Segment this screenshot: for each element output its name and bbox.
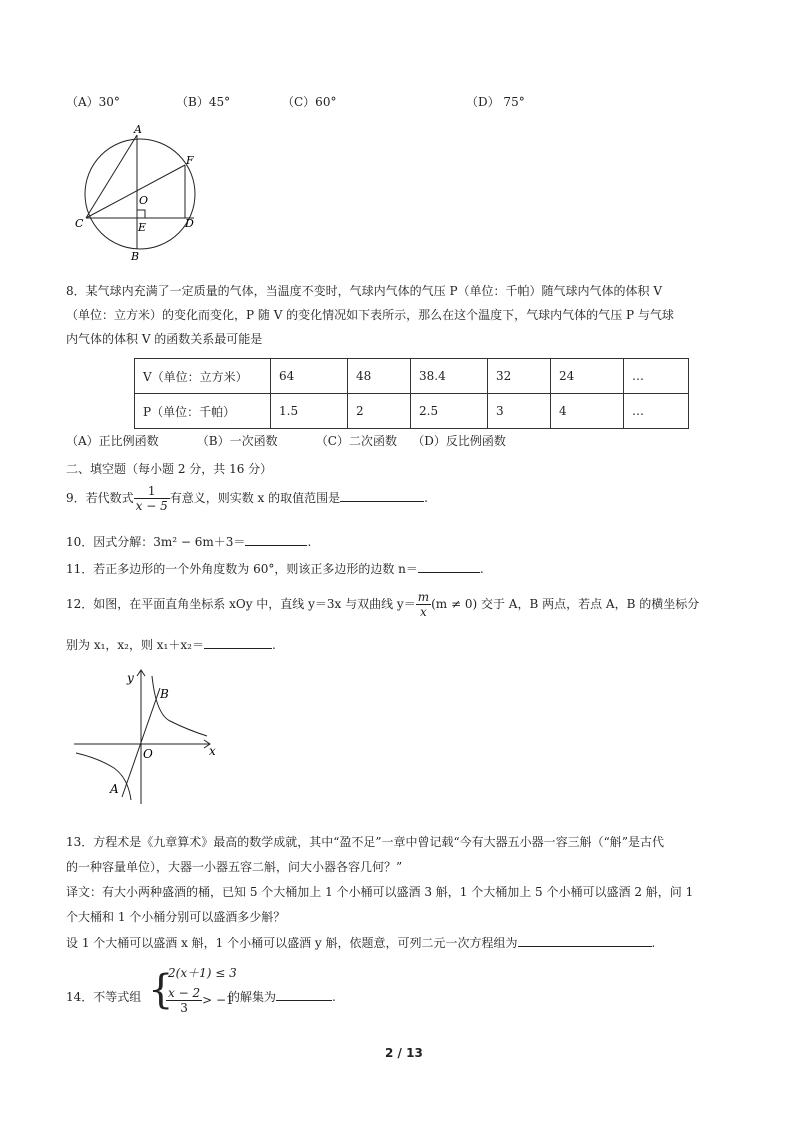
q8-line-3: 内气体的体积 V 的函数关系最可能是 <box>66 332 263 346</box>
q9-fraction-denominator: x − 5 <box>135 499 168 513</box>
q13-line-1: 13．方程术是《九章算术》最高的数学成就，其中“盈不足”一章中曾记载“今有大器五小器一容三斛（“斛”是古代 <box>66 835 664 849</box>
q8-data-table <box>134 358 689 429</box>
table-cell: 4 <box>551 394 624 429</box>
q14-fraction-numerator: x − 2 <box>168 986 201 1000</box>
section-2-heading: 二、填空题（每小题 2 分，共 16 分） <box>66 462 273 476</box>
label-y: y <box>127 671 134 685</box>
q14-inequality-1: 2(x＋1) ≤ 3 <box>168 966 237 980</box>
label-e: E <box>138 221 147 234</box>
label-o: O <box>139 194 149 207</box>
q12-fraction-numerator: m <box>417 590 430 604</box>
table-row <box>135 394 689 429</box>
q7-option-c: （C）60° <box>282 95 337 109</box>
q14-end: . <box>332 990 336 1004</box>
page-number: 2 / 13 <box>385 1046 423 1060</box>
q13-line-3: 译文：有大小两种盛酒的桶，已知 5 个大桶加上 1 个小桶可以盛酒 3 斛，1 个大桶加上 5 个小桶可以盛酒 2 斛，问 1 <box>66 885 694 899</box>
q13-line-5-text: 设 1 个大桶可以盛酒 x 斛，1 个小桶可以盛酒 y 斛，依题意，可列二元一次方程组为 <box>66 936 518 950</box>
q9-suffix: 有意义，则实数 x 的取值范围是 <box>169 491 341 505</box>
table-cell: 1.5 <box>271 394 348 429</box>
q14-inequality-2-rest: > −1 <box>202 993 234 1007</box>
q12-line-2 <box>66 636 276 653</box>
q9-answer-blank[interactable] <box>340 490 424 502</box>
q13-line-4: 个大桶和 1 个小桶分别可以盛酒多少斛？ <box>66 910 286 924</box>
table-cell: 64 <box>271 359 348 394</box>
q12-graph-figure <box>70 666 220 808</box>
table-cell: … <box>624 394 689 429</box>
label-a: A <box>134 123 142 136</box>
label-f: F <box>186 154 194 167</box>
q12-prefix: 12．如图，在平面直角坐标系 xOy 中，直线 y＝3x 与双曲线 y＝ <box>66 597 416 611</box>
q13-line-2: 的一种容量单位），大器一小器五容二斛，问大小器各容几何？” <box>66 860 403 874</box>
table-cell: V（单位：立方米） <box>135 359 271 394</box>
table-row <box>135 359 689 394</box>
table-cell: … <box>624 359 689 394</box>
q10-text: 10．因式分解：3m² − 6m＋3＝ <box>66 535 246 549</box>
q7-option-a: （A）30° <box>66 95 120 109</box>
table-cell: 2 <box>348 394 411 429</box>
q11-end: . <box>479 562 484 576</box>
q14-fraction <box>166 986 202 1015</box>
q8-options: （A）正比例函数 （B）一次函数 （C）二次函数 （D）反比例函数 <box>66 434 506 448</box>
table-cell: 2.5 <box>411 394 488 429</box>
label-b: B <box>160 687 169 701</box>
q7-circle-figure <box>72 122 212 262</box>
q12-fraction <box>416 590 431 619</box>
q12-line-2-text: 别为 x₁，x₂，则 x₁＋x₂＝ <box>66 638 204 652</box>
table-cell: 24 <box>551 359 624 394</box>
label-o: O <box>143 747 153 761</box>
q12-fraction-denominator: x <box>420 605 427 619</box>
q8-line-2: （单位：立方米）的变化而变化，P 随 V 的变化情况如下表所示，那么在这个温度下，气球内气体的气压 P 与气球 <box>66 308 674 322</box>
q14-tail <box>228 988 336 1005</box>
right-angle-mark <box>137 210 145 218</box>
q7-option-b: （B）45° <box>176 95 231 109</box>
table-cell: P（单位：千帕） <box>135 394 271 429</box>
table-cell: 32 <box>488 359 551 394</box>
q14-fraction-denominator: 3 <box>180 1001 188 1015</box>
q12-line-1 <box>66 590 699 619</box>
q11-answer-blank[interactable] <box>418 561 480 573</box>
q11 <box>66 560 484 577</box>
q14-suffix: 的解集为 <box>228 990 277 1004</box>
q9-end: . <box>424 491 428 505</box>
q11-text: 11．若正多边形的一个外角度数为 60°，则该正多边形的边数 n＝ <box>66 562 418 576</box>
q8-line-1: 8．某气球内充满了一定质量的气体，当温度不变时，气球内气体的气压 P（单位：千帕）随气球内气体的体积 V <box>66 284 663 298</box>
q9-fraction-numerator: 1 <box>134 484 170 499</box>
chord-cf <box>86 165 185 218</box>
label-d: D <box>185 217 194 230</box>
label-a: A <box>110 782 119 796</box>
q10-answer-blank[interactable] <box>245 534 307 546</box>
q12-end: . <box>271 638 276 652</box>
q10 <box>66 533 311 550</box>
q13-end: . <box>651 936 656 950</box>
label-b: B <box>131 250 140 262</box>
table-cell: 48 <box>348 359 411 394</box>
label-x: x <box>209 744 216 758</box>
q9-prefix: 9．若代数式 <box>66 491 134 505</box>
q13-line-5 <box>66 934 655 951</box>
q9-fraction <box>134 484 170 513</box>
hyperbola-branch-1 <box>152 676 207 736</box>
q12-answer-blank[interactable] <box>204 637 272 649</box>
q10-end: . <box>307 535 312 549</box>
q14-brace: { <box>148 967 174 1013</box>
q14-answer-blank[interactable] <box>276 989 332 1001</box>
q12-suffix: (m ≠ 0) 交于 A，B 两点，若点 A，B 的横坐标分 <box>431 597 700 611</box>
q7-option-d: （D） 75° <box>466 95 525 109</box>
q14-inequality-2 <box>166 986 234 1015</box>
label-c: C <box>75 217 84 230</box>
table-cell: 3 <box>488 394 551 429</box>
q9 <box>66 484 428 513</box>
table-cell: 38.4 <box>411 359 488 394</box>
hyperbola-branch-2 <box>76 753 131 800</box>
q14-prefix: 14．不等式组 <box>66 990 142 1004</box>
q13-answer-blank[interactable] <box>518 935 652 947</box>
